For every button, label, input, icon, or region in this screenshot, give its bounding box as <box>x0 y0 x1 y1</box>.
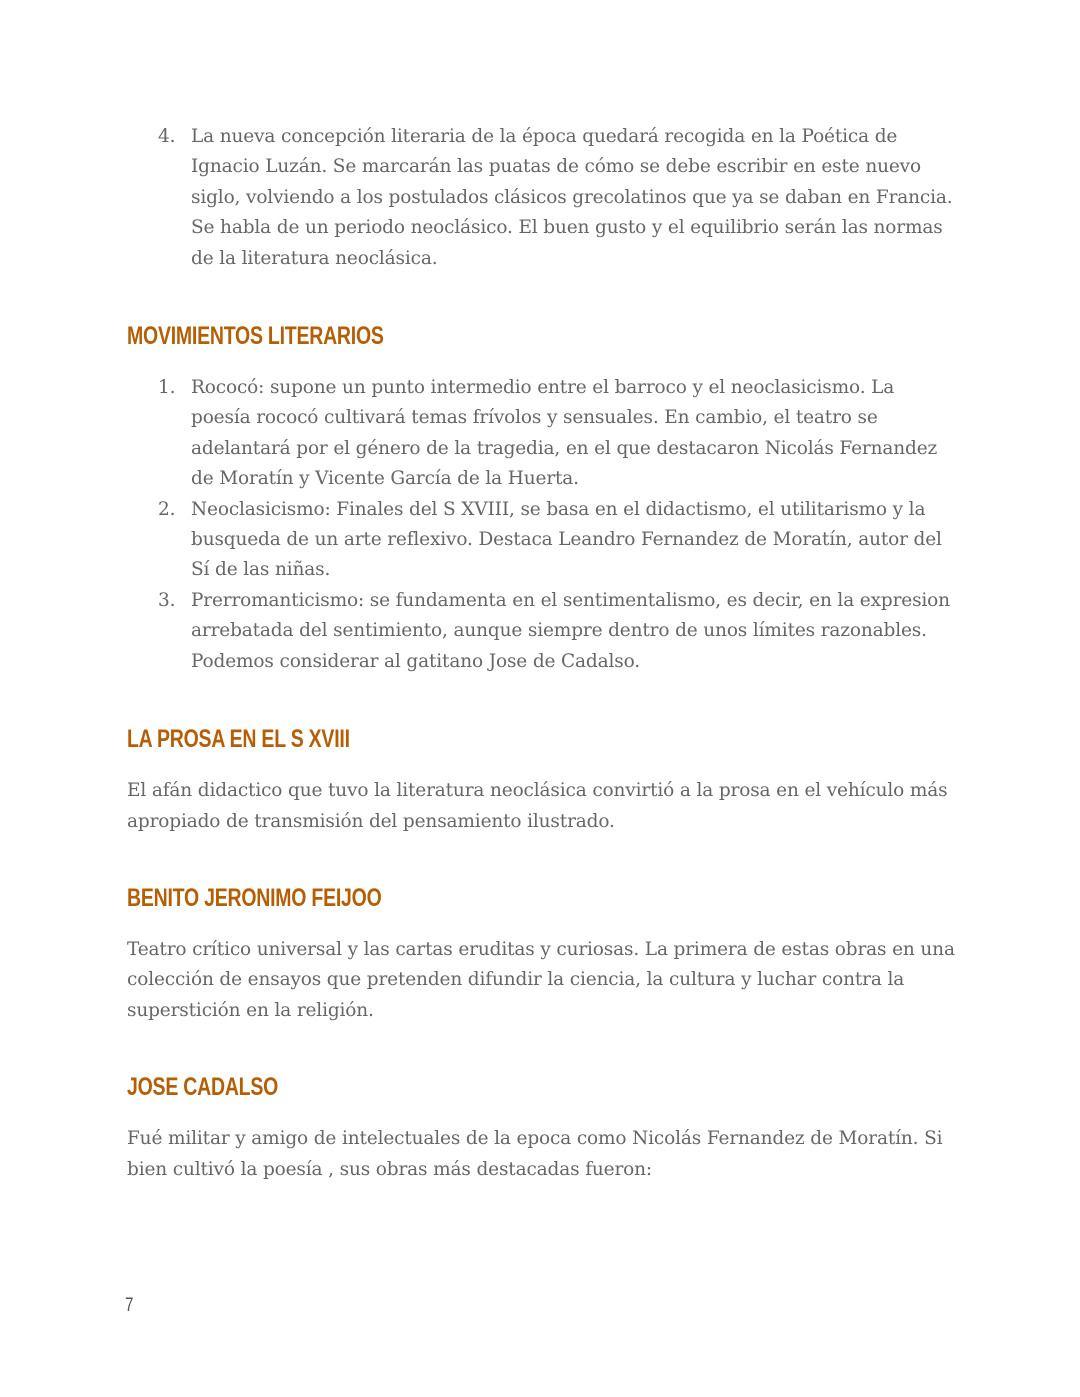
movimientos-list <box>127 373 957 677</box>
list-item-text: Rococó: supone un punto intermedio entre el barroco y el neoclasicismo. La poesía rococó cultivará temas frívolos y sensuales. En cambio, el teatro se adelantará por el género de la tragedia, en el que destacaron Nicolás Fernandez de Moratín y Vicente García de la Huerta. <box>191 377 938 490</box>
list-number: 1. <box>158 377 176 399</box>
list-item <box>127 586 957 677</box>
page-content <box>127 122 957 1185</box>
list-item-text: Prerromanticismo: se fundamenta en el sentimentalismo, es decir, en la expresion arrebatada del sentimiento, aunque siempre dentro de unos límites razonables. Podemos considerar al gatitano Jose de Cadalso. <box>191 589 950 672</box>
section-heading-feijoo: BENITO JERONIMO FEIJOO <box>127 883 382 912</box>
section-heading-prosa: LA PROSA EN EL S XVIII <box>127 725 350 754</box>
section-heading-cadalso: JOSE CADALSO <box>127 1073 279 1102</box>
list-item <box>127 122 957 274</box>
list-item <box>127 373 957 495</box>
page-number: 7 <box>125 1295 134 1316</box>
section-heading-movimientos: MOVIMIENTOS LITERARIOS <box>127 322 384 351</box>
list-item-text: La nueva concepción literaria de la época quedará recogida en la Poética de Ignacio Luzán. Se marcarán las puatas de cómo se debe escribir en este nuevo siglo, volviendo a los postulados clásicos grecolatinos que ya se daban en Francia. Se habla de un periodo neoclásico. El buen gusto y el equilibrio serán las normas de la literatura neoclásica. <box>191 126 953 269</box>
paragraph-feijoo: Teatro crítico universal y las cartas eruditas y curiosas. La primera de estas obras en una colección de ensayos que pretenden difundir la ciencia, la cultura y luchar contra la superstición en la religión. <box>127 938 955 1021</box>
list-number: 2. <box>158 498 176 520</box>
list-item <box>127 495 957 586</box>
paragraph-prosa: El afán didactico que tuvo la literatura neoclásica convirtió a la prosa en el vehículo más apropiado de transmisión del pensamiento ilustrado. <box>127 780 948 832</box>
intro-list <box>127 122 957 274</box>
paragraph-cadalso: Fué militar y amigo de intelectuales de la epoca como Nicolás Fernandez de Moratín. Si bien cultivó la poesía , sus obras más destacadas fueron: <box>127 1128 943 1180</box>
list-number: 4. <box>158 126 176 147</box>
list-number: 3. <box>158 589 176 611</box>
list-item-text: Neoclasicismo: Finales del S XVIII, se basa en el didactismo, el utilitarismo y la busqueda de un arte reflexivo. Destaca Leandro Fernandez de Moratín, autor del Sí de las niñas. <box>191 498 942 581</box>
